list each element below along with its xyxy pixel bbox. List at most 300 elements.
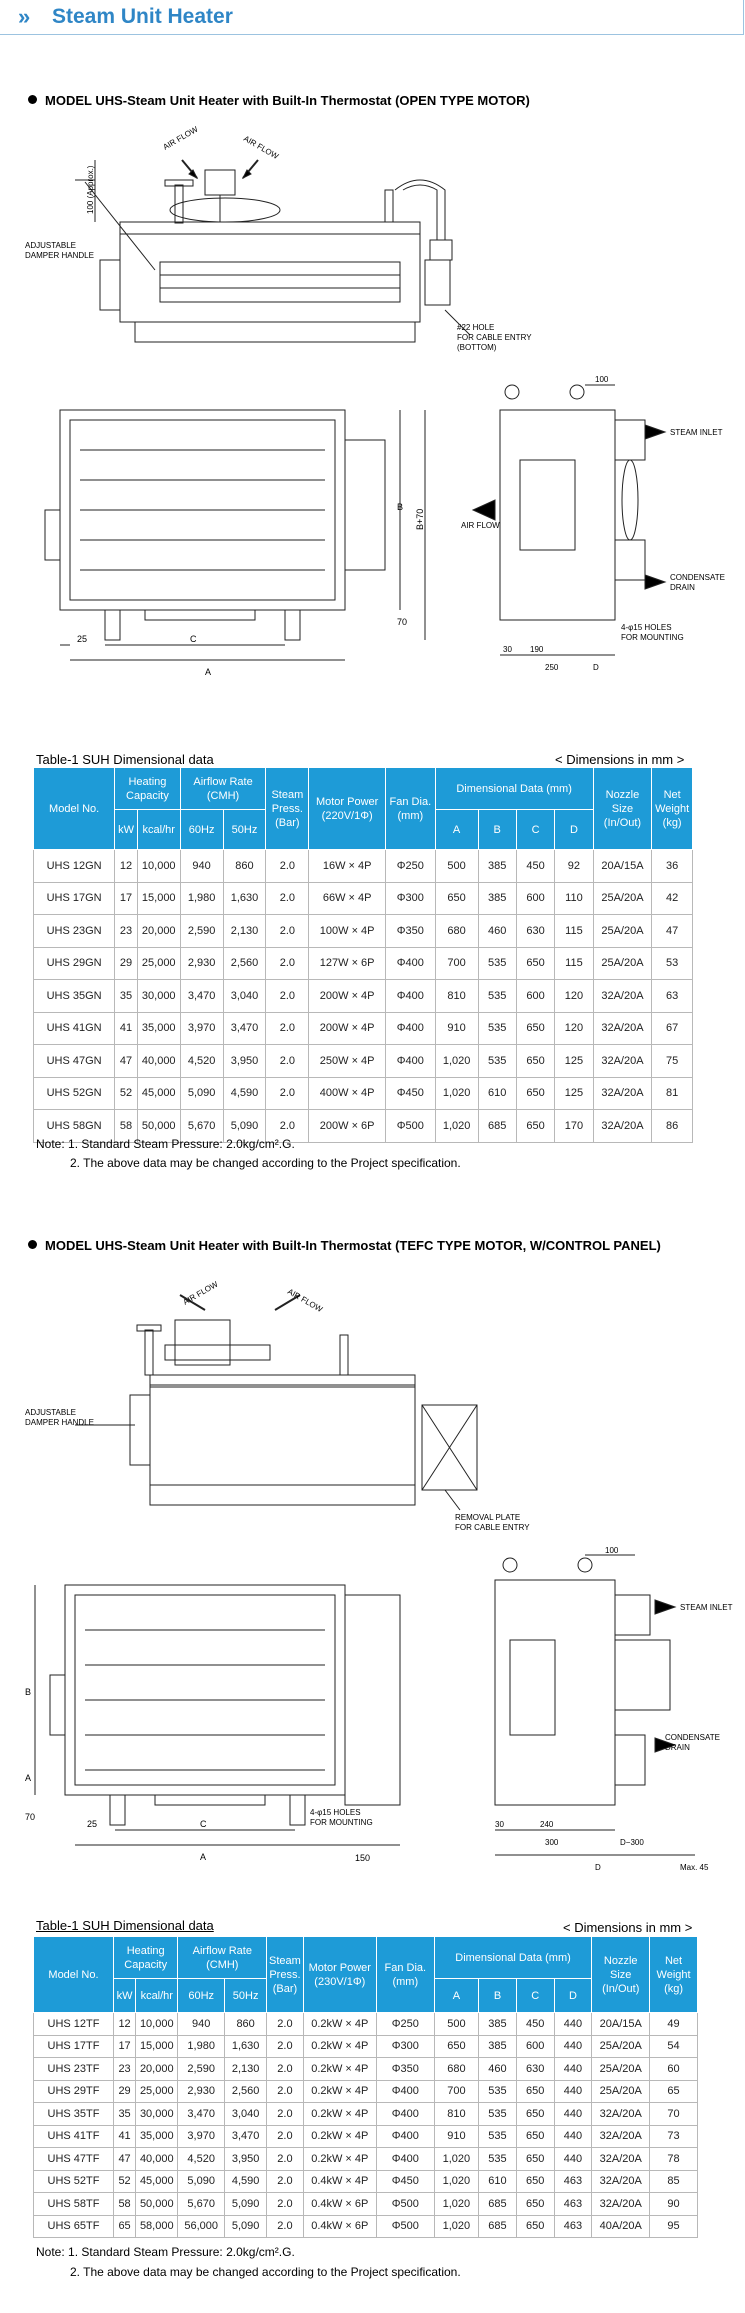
table-cell: UHS 35TF (34, 2103, 114, 2126)
table-cell: 65 (113, 2215, 135, 2238)
table-cell: 3,950 (225, 2148, 267, 2171)
table-cell: 0.2kW × 4P (303, 2035, 376, 2058)
table-cell: 610 (479, 2170, 517, 2193)
table-cell: 52 (115, 1077, 138, 1110)
table-cell: UHS 12TF (34, 2013, 114, 2036)
table-cell: 2,560 (223, 947, 266, 980)
table-cell: 1,630 (223, 882, 266, 915)
table2-note-1: Note: 1. Standard Steam Pressure: 2.0kg/cm².G. (36, 2245, 295, 2259)
table-row (34, 980, 693, 1013)
table-cell: 650 (435, 882, 478, 915)
table-cell: 460 (478, 915, 516, 948)
table-cell: 810 (434, 2103, 478, 2126)
table-row (34, 1077, 693, 1110)
dim2-A: A (200, 1852, 207, 1862)
table-cell: 3,470 (225, 2125, 267, 2148)
th-kw: kW (115, 810, 138, 850)
dim2-A-side: A (25, 1773, 32, 1783)
table-cell: UHS 47TF (34, 2148, 114, 2171)
table-cell: 2,590 (180, 915, 223, 948)
table-cell: 95 (650, 2215, 698, 2238)
table-cell: 1,020 (435, 1045, 478, 1078)
table-cell: 1,020 (435, 1110, 478, 1143)
table-row (34, 2215, 698, 2238)
table-cell: 45,000 (137, 1077, 180, 1110)
table-cell: 32A/20A (593, 980, 652, 1013)
table-cell: 120 (555, 980, 593, 1013)
table-cell: 20A/15A (592, 2013, 650, 2036)
table-cell: UHS 58TF (34, 2193, 114, 2216)
table-cell: 535 (479, 2125, 517, 2148)
table-cell: 250W × 4P (309, 1045, 386, 1078)
table-cell: 3,950 (223, 1045, 266, 1078)
th2-B: B (479, 1979, 517, 2013)
table-cell: 463 (554, 2170, 592, 2193)
th-fan: Fan Dia. (mm) (386, 768, 436, 850)
th-dim: Dimensional Data (mm) (435, 768, 593, 810)
table-cell: 685 (479, 2193, 517, 2216)
table-cell: UHS 35GN (34, 980, 115, 1013)
condensate-label-2: DRAIN (670, 583, 695, 592)
dim-D: D (593, 663, 599, 672)
table-cell: 1,020 (435, 1077, 478, 1110)
air-flow-label-4: AIR FLOW (286, 1286, 324, 1315)
table-cell: 385 (478, 850, 516, 883)
table-cell: UHS 47GN (34, 1045, 115, 1078)
table-cell: UHS 41GN (34, 1012, 115, 1045)
table-cell: 35 (115, 980, 138, 1013)
table-cell: 2.0 (266, 915, 309, 948)
table-cell: UHS 23GN (34, 915, 115, 948)
th-heating: Heating Capacity (115, 768, 180, 810)
table-cell: 450 (516, 2013, 554, 2036)
table-cell: 610 (478, 1077, 516, 1110)
table2-body (34, 2013, 698, 2238)
th-50hz: 50Hz (223, 810, 266, 850)
table-cell: 440 (554, 2013, 592, 2036)
table-cell: 440 (554, 2080, 592, 2103)
table-cell: 5,090 (223, 1110, 266, 1143)
table-cell: 1,980 (180, 882, 223, 915)
table-row (34, 2058, 698, 2081)
holes-label-2: FOR MOUNTING (621, 633, 684, 642)
table-cell: Φ500 (386, 1110, 436, 1143)
table-cell: 67 (652, 1012, 693, 1045)
table-row (34, 2035, 698, 2058)
table-cell: 0.2kW × 4P (303, 2058, 376, 2081)
table-cell: 2.0 (266, 882, 309, 915)
table-cell: 2.0 (267, 2170, 303, 2193)
table-cell: 440 (554, 2103, 592, 2126)
table-cell: 0.2kW × 4P (303, 2080, 376, 2103)
th-B: B (478, 810, 516, 850)
table-cell: 73 (650, 2125, 698, 2148)
air-flow-label-2: AIR FLOW (242, 133, 280, 162)
table-cell: Φ400 (376, 2125, 434, 2148)
table-cell: 127W × 6P (309, 947, 386, 980)
holes2-label-2: FOR MOUNTING (310, 1818, 373, 1827)
dim2-D: D (595, 1863, 601, 1872)
table-cell: UHS 17GN (34, 882, 115, 915)
table-cell: 20,000 (136, 2058, 178, 2081)
table-cell: 45,000 (136, 2170, 178, 2193)
table-cell: 200W × 6P (309, 1110, 386, 1143)
table-cell: 35 (113, 2103, 135, 2126)
table2-dimensions-note: < Dimensions in mm > (563, 1920, 693, 1935)
table-cell: Φ300 (376, 2035, 434, 2058)
dim2-70: 70 (25, 1812, 36, 1822)
th-D: D (555, 810, 593, 850)
table-cell: 940 (180, 850, 223, 883)
dim-B: B (397, 502, 404, 512)
table-cell: 17 (115, 882, 138, 915)
page-title: Steam Unit Heater (52, 5, 233, 28)
air-flow-side-label: AIR FLOW (461, 521, 500, 530)
dim-25: 25 (77, 634, 88, 644)
section1-title: MODEL UHS-Steam Unit Heater with Built-In Thermostat (OPEN TYPE MOTOR) (28, 93, 530, 108)
table-row (34, 2170, 698, 2193)
table-cell: 30,000 (137, 980, 180, 1013)
table-cell: 2.0 (267, 2013, 303, 2036)
table-cell: 200W × 4P (309, 1012, 386, 1045)
dim2-150: 150 (355, 1853, 371, 1863)
table-cell: 32A/20A (593, 1045, 652, 1078)
open-type-elevations-drawing (25, 375, 725, 680)
table-cell: 0.4kW × 4P (303, 2170, 376, 2193)
table-cell: 400W × 4P (309, 1077, 386, 1110)
table-cell: 35,000 (137, 1012, 180, 1045)
table-cell: 5,670 (180, 1110, 223, 1143)
table-cell: 60 (650, 2058, 698, 2081)
dim2-30: 30 (495, 1820, 504, 1829)
table-row (34, 2125, 698, 2148)
th-C: C (516, 810, 554, 850)
table-cell: 78 (650, 2148, 698, 2171)
table-cell: 650 (434, 2035, 478, 2058)
damper-label-1: ADJUSTABLE (25, 241, 76, 250)
table-cell: 0.2kW × 4P (303, 2103, 376, 2126)
table-cell: 440 (554, 2058, 592, 2081)
table-cell: 2.0 (266, 1077, 309, 1110)
th2-steam: Steam Press. (Bar) (267, 1937, 303, 2013)
table-cell: 20,000 (137, 915, 180, 948)
table-cell: 700 (434, 2080, 478, 2103)
table-cell: 66W × 4P (309, 882, 386, 915)
table-cell: 23 (115, 915, 138, 948)
table-cell: 3,470 (180, 980, 223, 1013)
table-cell: 56,000 (178, 2215, 225, 2238)
table-cell: 47 (113, 2148, 135, 2171)
steam-inlet-label: STEAM INLET (670, 428, 723, 437)
table-cell: 440 (554, 2035, 592, 2058)
table-cell: 600 (516, 2035, 554, 2058)
table-cell: 1,630 (225, 2035, 267, 2058)
table-cell: 600 (516, 882, 554, 915)
table-cell: Φ350 (386, 915, 436, 948)
table-cell: Φ400 (376, 2103, 434, 2126)
steam-inlet-label-2: STEAM INLET (680, 1603, 733, 1612)
table-cell: 3,470 (223, 1012, 266, 1045)
table-cell: 40,000 (136, 2148, 178, 2171)
table2-caption: Table-1 SUH Dimensional data (36, 1918, 214, 1933)
table-cell: 650 (516, 1110, 554, 1143)
table-cell: Φ250 (386, 850, 436, 883)
th-airflow: Airflow Rate (CMH) (180, 768, 266, 810)
table-cell: 58 (113, 2193, 135, 2216)
table-cell: 463 (554, 2215, 592, 2238)
th2-model: Model No. (34, 1937, 114, 2013)
table-cell: 385 (479, 2035, 517, 2058)
table2 (33, 1936, 698, 2238)
table-cell: 49 (650, 2013, 698, 2036)
table-cell: 86 (652, 1110, 693, 1143)
dim-250: 250 (545, 663, 559, 672)
dim-30: 30 (503, 645, 512, 654)
table-cell: 5,090 (178, 2170, 225, 2193)
table-cell: UHS 29GN (34, 947, 115, 980)
table-cell: 910 (434, 2125, 478, 2148)
table-cell: 940 (178, 2013, 225, 2036)
table-cell: 50,000 (137, 1110, 180, 1143)
table-row (34, 2148, 698, 2171)
table-cell: 32A/20A (592, 2103, 650, 2126)
table-cell: 10,000 (137, 850, 180, 883)
dim-70: 70 (397, 617, 408, 627)
table-cell: Φ450 (386, 1077, 436, 1110)
table-cell: 5,090 (225, 2193, 267, 2216)
table-cell: 47 (652, 915, 693, 948)
dim2-B: B (25, 1687, 32, 1697)
table-cell: 41 (115, 1012, 138, 1045)
table-cell: 650 (516, 2215, 554, 2238)
table-cell: 3,040 (225, 2103, 267, 2126)
table1-dimensions-note: < Dimensions in mm > (555, 752, 685, 767)
table-cell: 860 (225, 2013, 267, 2036)
bullet-icon (28, 95, 37, 104)
table-cell: 17 (113, 2035, 135, 2058)
table-cell: 650 (516, 2170, 554, 2193)
table-cell: 2.0 (267, 2035, 303, 2058)
tefc-elevations-drawing (25, 1545, 733, 1875)
table-cell: 535 (478, 947, 516, 980)
holes2-label-1: 4-φ15 HOLES (310, 1808, 361, 1817)
table-cell: 680 (435, 915, 478, 948)
table-cell: 600 (516, 980, 554, 1013)
table-cell: 5,090 (225, 2215, 267, 2238)
table-cell: Φ400 (376, 2148, 434, 2171)
table1-body (34, 850, 693, 1143)
dim2-240: 240 (540, 1820, 554, 1829)
table-cell: 53 (652, 947, 693, 980)
table-cell: 120 (555, 1012, 593, 1045)
table-cell: 650 (516, 947, 554, 980)
table-cell: 29 (115, 947, 138, 980)
table-cell: 36 (652, 850, 693, 883)
th-motor: Motor Power (220V/1Φ) (309, 768, 386, 850)
table-cell: 4,520 (178, 2148, 225, 2171)
table-cell: 25A/20A (593, 915, 652, 948)
table-cell: 700 (435, 947, 478, 980)
table-cell: 2.0 (267, 2080, 303, 2103)
table-cell: 2.0 (266, 1012, 309, 1045)
table-cell: 650 (516, 1012, 554, 1045)
table-cell: 115 (555, 915, 593, 948)
table-cell: 47 (115, 1045, 138, 1078)
table-cell: 40A/20A (592, 2215, 650, 2238)
table-cell: 25A/20A (592, 2058, 650, 2081)
table-cell: UHS 52GN (34, 1077, 115, 1110)
table-cell: 16W × 4P (309, 850, 386, 883)
table-cell: 2,930 (180, 947, 223, 980)
dim2-25: 25 (87, 1819, 98, 1829)
th2-heating: Heating Capacity (113, 1937, 177, 1979)
table-cell: 12 (113, 2013, 135, 2036)
table-cell: 860 (223, 850, 266, 883)
condensate-label-4: DRAIN (665, 1743, 690, 1752)
table-cell: 2.0 (266, 850, 309, 883)
table1-caption: Table-1 SUH Dimensional data (36, 752, 214, 767)
table-cell: 2.0 (267, 2125, 303, 2148)
table-cell: Φ500 (376, 2215, 434, 2238)
th2-airflow: Airflow Rate (CMH) (178, 1937, 267, 1979)
table-cell: 535 (479, 2103, 517, 2126)
table-cell: 58,000 (136, 2215, 178, 2238)
table-row (34, 1012, 693, 1045)
th2-dim: Dimensional Data (mm) (434, 1937, 592, 1979)
table-cell: 32A/20A (592, 2193, 650, 2216)
table-cell: 75 (652, 1045, 693, 1078)
table-cell: 650 (516, 2148, 554, 2171)
table-cell: 910 (435, 1012, 478, 1045)
table1 (33, 767, 693, 1143)
th2-kw: kW (113, 1979, 135, 2013)
table-cell: 42 (652, 882, 693, 915)
table-cell: 0.2kW × 4P (303, 2013, 376, 2036)
condensate-label-3: CONDENSATE (665, 1733, 720, 1742)
chevron-right-icon: » (18, 4, 31, 29)
dim-B70: B+70 (415, 508, 425, 530)
table-cell: 650 (516, 2125, 554, 2148)
table-cell: 2.0 (266, 947, 309, 980)
table-cell: 385 (479, 2013, 517, 2036)
table-cell: 3,970 (178, 2125, 225, 2148)
section2-title: MODEL UHS-Steam Unit Heater with Built-In Thermostat (TEFC TYPE MOTOR, W/CONTROL PANEL) (28, 1238, 661, 1253)
table-cell: 2,590 (178, 2058, 225, 2081)
table-cell: 5,670 (178, 2193, 225, 2216)
table-cell: 535 (479, 2080, 517, 2103)
dim2-100: 100 (605, 1546, 619, 1555)
damper-label-4: DAMPER HANDLE (25, 1418, 94, 1427)
table-cell: 110 (555, 882, 593, 915)
table-cell: 2.0 (266, 980, 309, 1013)
table-cell: 650 (516, 1077, 554, 1110)
table-cell: 2.0 (267, 2148, 303, 2171)
page-header (0, 0, 744, 35)
table-cell: 90 (650, 2193, 698, 2216)
table-cell: Φ350 (376, 2058, 434, 2081)
table-cell: 810 (435, 980, 478, 1013)
table-cell: 2.0 (267, 2215, 303, 2238)
table-row (34, 2193, 698, 2216)
table-cell: UHS 29TF (34, 2080, 114, 2103)
table-row (34, 2080, 698, 2103)
table-cell: 460 (479, 2058, 517, 2081)
th-weight: Net Weight (kg) (652, 768, 693, 850)
table-cell: 52 (113, 2170, 135, 2193)
table-cell: 0.2kW × 4P (303, 2148, 376, 2171)
dim-190: 190 (530, 645, 544, 654)
table-cell: Φ250 (376, 2013, 434, 2036)
table-cell: 25A/20A (593, 882, 652, 915)
table-cell: 630 (516, 2058, 554, 2081)
table-row (34, 2013, 698, 2036)
table-cell: 630 (516, 915, 554, 948)
table-cell: 3,470 (178, 2103, 225, 2126)
table-row (34, 2103, 698, 2126)
table-cell: 85 (650, 2170, 698, 2193)
table-cell: 3,040 (223, 980, 266, 1013)
table-cell: Φ300 (386, 882, 436, 915)
table-cell: 1,020 (434, 2170, 478, 2193)
th-60hz: 60Hz (180, 810, 223, 850)
table-row (34, 850, 693, 883)
table-cell: 15,000 (136, 2035, 178, 2058)
table-cell: 30,000 (136, 2103, 178, 2126)
table-row (34, 915, 693, 948)
table-cell: UHS 65TF (34, 2215, 114, 2238)
table-cell: 0.4kW × 6P (303, 2215, 376, 2238)
table-cell: 0.2kW × 4P (303, 2125, 376, 2148)
table-cell: 500 (434, 2013, 478, 2036)
th-A: A (435, 810, 478, 850)
table-cell: 650 (516, 2103, 554, 2126)
table-cell: 385 (478, 882, 516, 915)
table-cell: 32A/20A (592, 2148, 650, 2171)
table-cell: 2.0 (267, 2058, 303, 2081)
hole-label-2: FOR CABLE ENTRY (457, 333, 532, 342)
approx-100-label: 100 (Approx.) (86, 165, 95, 214)
table-cell: 125 (555, 1045, 593, 1078)
table-cell: 680 (434, 2058, 478, 2081)
table-cell: 25A/20A (592, 2080, 650, 2103)
table-cell: 4,590 (225, 2170, 267, 2193)
table-cell: 535 (479, 2148, 517, 2171)
damper-label-3: ADJUSTABLE (25, 1408, 76, 1417)
table-cell: 450 (516, 850, 554, 883)
table-cell: 25A/20A (592, 2035, 650, 2058)
th2-50hz: 50Hz (225, 1979, 267, 2013)
th2-C: C (516, 1979, 554, 2013)
removal-label-2: FOR CABLE ENTRY (455, 1523, 530, 1532)
th2-60hz: 60Hz (178, 1979, 225, 2013)
table-cell: 1,020 (434, 2148, 478, 2171)
table-cell: 650 (516, 2080, 554, 2103)
table-cell: 1,020 (434, 2193, 478, 2216)
table-cell: UHS 41TF (34, 2125, 114, 2148)
table-cell: 58 (115, 1110, 138, 1143)
table-cell: 23 (113, 2058, 135, 2081)
table-cell: 440 (554, 2148, 592, 2171)
table1-note-1: Note: 1. Standard Steam Pressure: 2.0kg/cm².G. (36, 1137, 295, 1151)
table-cell: 115 (555, 947, 593, 980)
open-type-front-drawing (25, 124, 585, 360)
table-cell: Φ400 (386, 1012, 436, 1045)
table-cell: 32A/20A (593, 1012, 652, 1045)
table-cell: 0.4kW × 6P (303, 2193, 376, 2216)
hole-label-3: (BOTTOM) (457, 343, 497, 352)
table-cell: 2.0 (266, 1110, 309, 1143)
table-cell: 2,930 (178, 2080, 225, 2103)
